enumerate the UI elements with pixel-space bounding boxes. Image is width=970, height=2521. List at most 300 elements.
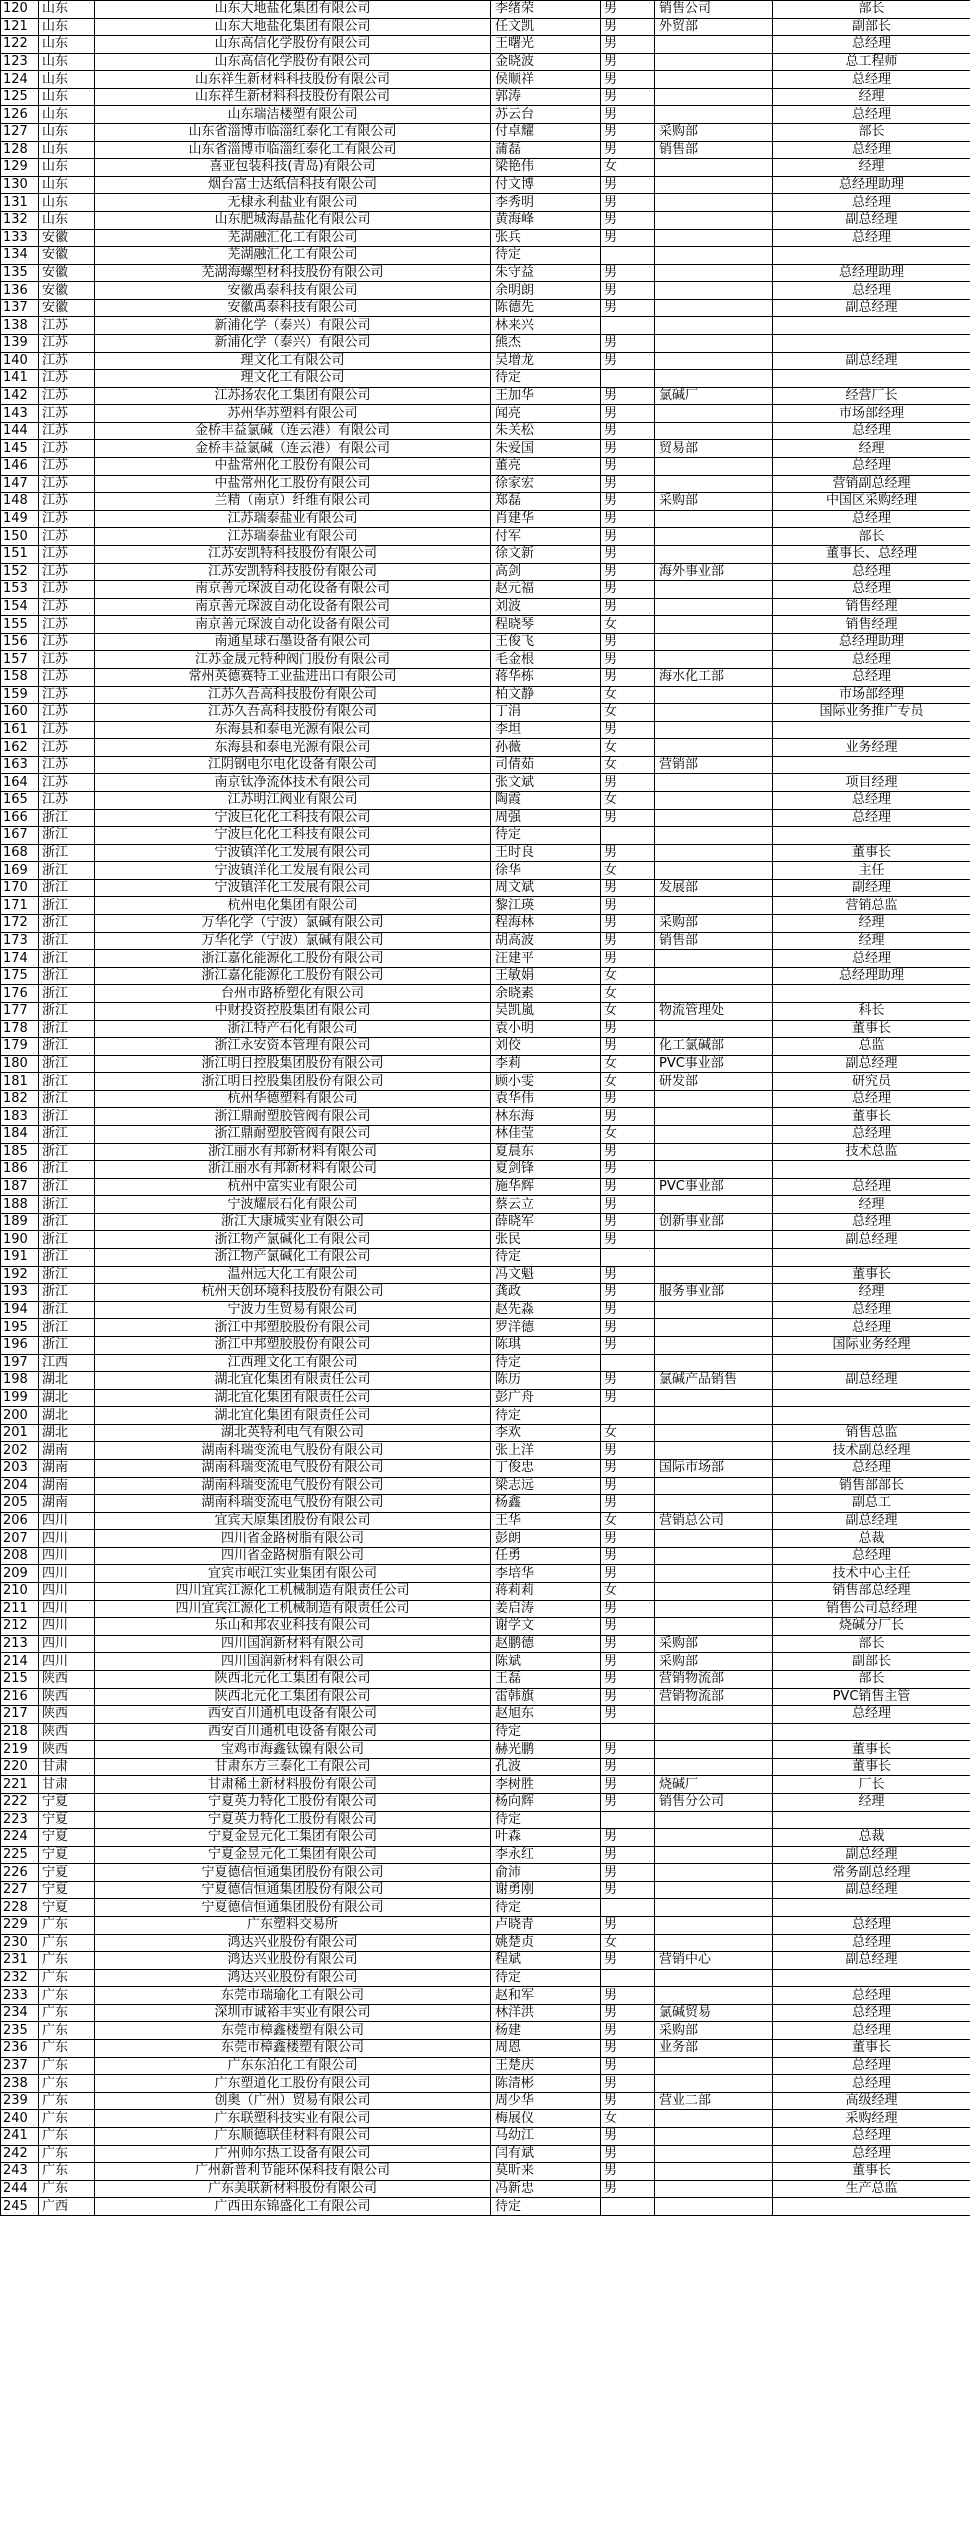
gender-cell: 女 [601, 862, 655, 880]
job-title-cell [773, 1723, 970, 1741]
company-cell: 西安百川通机电设备有限公司 [95, 1706, 491, 1724]
gender-cell: 女 [601, 756, 655, 774]
job-title-cell: 副总经理 [773, 352, 970, 370]
department-cell [655, 686, 773, 704]
gender-cell: 男 [601, 1266, 655, 1284]
company-cell: 宁波镇洋化工发展有限公司 [95, 844, 491, 862]
name-cell: 蒋华栋 [491, 668, 601, 686]
job-title-cell: 董事长 [773, 1266, 970, 1284]
table-row [1, 1829, 970, 1847]
company-cell: 常州英德赛特工业盐进出口有限公司 [95, 668, 491, 686]
row-number-cell: 198 [1, 1372, 39, 1390]
company-cell: 广东塑料交易所 [95, 1917, 491, 1935]
row-number-cell: 146 [1, 458, 39, 476]
name-cell: 司倩茹 [491, 756, 601, 774]
department-cell [655, 176, 773, 194]
job-title-cell: 总裁 [773, 1829, 970, 1847]
job-title-cell: 总经理 [773, 1126, 970, 1144]
department-cell [655, 1881, 773, 1899]
row-number-cell: 182 [1, 1090, 39, 1108]
company-cell: 江苏瑞泰盐业有限公司 [95, 510, 491, 528]
province-cell: 四川 [39, 1653, 95, 1671]
job-title-cell: 总经理 [773, 422, 970, 440]
name-cell: 陈历 [491, 1372, 601, 1390]
name-cell: 夏剑锋 [491, 1161, 601, 1179]
gender-cell: 男 [601, 1688, 655, 1706]
name-cell: 姚楚贞 [491, 1934, 601, 1952]
gender-cell: 男 [601, 2092, 655, 2110]
table-row [1, 1231, 970, 1249]
gender-cell: 男 [601, 1196, 655, 1214]
department-cell [655, 862, 773, 880]
name-cell: 徐家宏 [491, 475, 601, 493]
company-cell: 无棣永利盐业有限公司 [95, 194, 491, 212]
department-cell [655, 1969, 773, 1987]
table-row [1, 1512, 970, 1530]
department-cell [655, 581, 773, 599]
company-cell: 理文化工有限公司 [95, 370, 491, 388]
gender-cell: 男 [601, 88, 655, 106]
row-number-cell: 129 [1, 159, 39, 177]
table-row [1, 827, 970, 845]
department-cell [655, 809, 773, 827]
province-cell: 江苏 [39, 739, 95, 757]
province-cell: 山东 [39, 176, 95, 194]
table-row [1, 211, 970, 229]
gender-cell [601, 827, 655, 845]
name-cell: 周强 [491, 809, 601, 827]
gender-cell [601, 247, 655, 265]
province-cell: 宁夏 [39, 1793, 95, 1811]
table-row [1, 739, 970, 757]
gender-cell [601, 1969, 655, 1987]
name-cell: 付卓耀 [491, 124, 601, 142]
job-title-cell: 经理 [773, 915, 970, 933]
name-cell: 待定 [491, 1811, 601, 1829]
table-row [1, 1073, 970, 1091]
table-row [1, 2004, 970, 2022]
company-cell: 万华化学（宁波）氯碱有限公司 [95, 915, 491, 933]
table-row [1, 247, 970, 265]
name-cell: 施华辉 [491, 1178, 601, 1196]
company-cell: 广东联塑科技实业有限公司 [95, 2110, 491, 2128]
row-number-cell: 137 [1, 299, 39, 317]
province-cell: 广东 [39, 2180, 95, 2198]
province-cell: 宁夏 [39, 1881, 95, 1899]
job-title-cell: 总经理 [773, 1459, 970, 1477]
table-row [1, 264, 970, 282]
table-row [1, 1934, 970, 1952]
row-number-cell: 151 [1, 545, 39, 563]
name-cell: 赵和军 [491, 1987, 601, 2005]
job-title-cell: 副总经理 [773, 1231, 970, 1249]
table-row [1, 1301, 970, 1319]
department-cell [655, 598, 773, 616]
name-cell: 陈琪 [491, 1336, 601, 1354]
job-title-cell: 厂长 [773, 1776, 970, 1794]
gender-cell: 男 [601, 1143, 655, 1161]
company-cell: 理文化工有限公司 [95, 352, 491, 370]
department-cell [655, 1319, 773, 1337]
department-cell [655, 651, 773, 669]
name-cell: 待定 [491, 370, 601, 388]
table-row [1, 422, 970, 440]
province-cell: 江苏 [39, 405, 95, 423]
department-cell [655, 2075, 773, 2093]
province-cell: 湖南 [39, 1495, 95, 1513]
name-cell: 待定 [491, 1899, 601, 1917]
province-cell: 甘肃 [39, 1758, 95, 1776]
row-number-cell: 161 [1, 721, 39, 739]
gender-cell [601, 1723, 655, 1741]
province-cell: 江苏 [39, 563, 95, 581]
province-cell: 广东 [39, 2127, 95, 2145]
company-cell: 东莞市樟鑫楼塑有限公司 [95, 2022, 491, 2040]
table-row [1, 2127, 970, 2145]
job-title-cell: 总经理 [773, 581, 970, 599]
company-cell: 鸿达兴业股份有限公司 [95, 1952, 491, 1970]
department-cell: 销售部 [655, 141, 773, 159]
row-number-cell: 165 [1, 792, 39, 810]
province-cell: 四川 [39, 1547, 95, 1565]
company-cell: 江苏扬农化工集团有限公司 [95, 387, 491, 405]
row-number-cell: 170 [1, 879, 39, 897]
gender-cell: 男 [601, 334, 655, 352]
table-row [1, 53, 970, 71]
department-cell [655, 1864, 773, 1882]
table-row [1, 1899, 970, 1917]
company-cell: 湖南科瑞变流电气股份有限公司 [95, 1442, 491, 1460]
name-cell: 侯顺祥 [491, 71, 601, 89]
name-cell: 袁华伟 [491, 1090, 601, 1108]
table-row [1, 36, 970, 54]
department-cell [655, 1495, 773, 1513]
province-cell: 宁夏 [39, 1864, 95, 1882]
job-title-cell: 总裁 [773, 1530, 970, 1548]
job-title-cell: 总经理 [773, 1319, 970, 1337]
job-title-cell: 部长 [773, 1, 970, 19]
row-number-cell: 192 [1, 1266, 39, 1284]
department-cell [655, 1336, 773, 1354]
department-cell: PVC事业部 [655, 1178, 773, 1196]
name-cell: 任文凯 [491, 18, 601, 36]
gender-cell: 女 [601, 2110, 655, 2128]
name-cell: 张上洋 [491, 1442, 601, 1460]
gender-cell: 女 [601, 1934, 655, 1952]
province-cell: 江苏 [39, 704, 95, 722]
department-cell: PVC事业部 [655, 1055, 773, 1073]
gender-cell: 男 [601, 1565, 655, 1583]
table-row [1, 493, 970, 511]
province-cell: 宁夏 [39, 1846, 95, 1864]
table-row [1, 2180, 970, 2198]
table-row [1, 1811, 970, 1829]
department-cell [655, 1020, 773, 1038]
company-cell: 湖南科瑞变流电气股份有限公司 [95, 1459, 491, 1477]
gender-cell: 男 [601, 1231, 655, 1249]
company-cell: 金桥丰益氯碱（连云港）有限公司 [95, 440, 491, 458]
name-cell: 柏文静 [491, 686, 601, 704]
row-number-cell: 168 [1, 844, 39, 862]
gender-cell: 男 [601, 1108, 655, 1126]
name-cell: 莫昕来 [491, 2163, 601, 2181]
job-title-cell: 副总经理 [773, 211, 970, 229]
province-cell: 浙江 [39, 1301, 95, 1319]
job-title-cell: 副总经理 [773, 1512, 970, 1530]
department-cell [655, 422, 773, 440]
department-cell [655, 1477, 773, 1495]
name-cell: 蔡云立 [491, 1196, 601, 1214]
name-cell: 待定 [491, 1723, 601, 1741]
table-row [1, 1987, 970, 2005]
row-number-cell: 208 [1, 1547, 39, 1565]
department-cell: 业务部 [655, 2040, 773, 2058]
table-row [1, 299, 970, 317]
company-cell: 宁夏金昱元化工集团有限公司 [95, 1846, 491, 1864]
row-number-cell: 237 [1, 2057, 39, 2075]
department-cell: 营销部 [655, 756, 773, 774]
company-cell: 宜宾市岷江实业集团有限公司 [95, 1565, 491, 1583]
row-number-cell: 139 [1, 334, 39, 352]
company-cell: 山东高信化学股份有限公司 [95, 36, 491, 54]
department-cell [655, 1846, 773, 1864]
department-cell [655, 317, 773, 335]
province-cell: 湖北 [39, 1424, 95, 1442]
job-title-cell: 总经理 [773, 2075, 970, 2093]
job-title-cell: 部长 [773, 1635, 970, 1653]
gender-cell: 男 [601, 2127, 655, 2145]
gender-cell: 男 [601, 651, 655, 669]
province-cell: 广东 [39, 2075, 95, 2093]
job-title-cell: 总经理 [773, 36, 970, 54]
gender-cell: 男 [601, 897, 655, 915]
job-title-cell: 副总经理 [773, 1881, 970, 1899]
name-cell: 余晓素 [491, 985, 601, 1003]
row-number-cell: 122 [1, 36, 39, 54]
job-title-cell: 研究员 [773, 1073, 970, 1091]
company-cell: 金桥丰益氯碱（连云港）有限公司 [95, 422, 491, 440]
department-cell [655, 1389, 773, 1407]
job-title-cell: 总经理 [773, 510, 970, 528]
company-cell: 广东塑道化工股份有限公司 [95, 2075, 491, 2093]
row-number-cell: 166 [1, 809, 39, 827]
province-cell: 广东 [39, 2004, 95, 2022]
company-cell: 浙江鼎耐塑胶管阀有限公司 [95, 1108, 491, 1126]
name-cell: 王敏娟 [491, 967, 601, 985]
province-cell: 江苏 [39, 387, 95, 405]
gender-cell: 女 [601, 1126, 655, 1144]
company-cell: 新浦化学（泰兴）有限公司 [95, 334, 491, 352]
job-title-cell [773, 1249, 970, 1267]
job-title-cell: 国际业务推广专员 [773, 704, 970, 722]
gender-cell: 男 [601, 1952, 655, 1970]
gender-cell: 男 [601, 1987, 655, 2005]
row-number-cell: 196 [1, 1336, 39, 1354]
name-cell: 林东海 [491, 1108, 601, 1126]
gender-cell: 男 [601, 1829, 655, 1847]
province-cell: 山东 [39, 141, 95, 159]
row-number-cell: 223 [1, 1811, 39, 1829]
table-row [1, 2057, 970, 2075]
row-number-cell: 235 [1, 2022, 39, 2040]
job-title-cell: 副总工 [773, 1495, 970, 1513]
job-title-cell: 技术中心主任 [773, 1565, 970, 1583]
gender-cell: 男 [601, 1530, 655, 1548]
table-row [1, 774, 970, 792]
gender-cell: 男 [601, 2004, 655, 2022]
gender-cell: 男 [601, 1459, 655, 1477]
company-cell: 江苏瑞泰盐业有限公司 [95, 528, 491, 546]
province-cell: 广东 [39, 1952, 95, 1970]
job-title-cell [773, 1354, 970, 1372]
company-cell: 芜湖融汇化工有限公司 [95, 247, 491, 265]
name-cell: 黄海峰 [491, 211, 601, 229]
job-title-cell: 经理 [773, 932, 970, 950]
company-cell: 山东高信化学股份有限公司 [95, 53, 491, 71]
name-cell: 王华 [491, 1512, 601, 1530]
company-cell: 浙江嘉化能源化工股份有限公司 [95, 950, 491, 968]
department-cell [655, 739, 773, 757]
job-title-cell: 董事长 [773, 2163, 970, 2181]
row-number-cell: 150 [1, 528, 39, 546]
province-cell: 四川 [39, 1618, 95, 1636]
gender-cell: 男 [601, 422, 655, 440]
gender-cell: 男 [601, 282, 655, 300]
row-number-cell: 131 [1, 194, 39, 212]
company-cell: 宁夏德信恒通集团股份有限公司 [95, 1899, 491, 1917]
province-cell: 江苏 [39, 528, 95, 546]
table-row [1, 1178, 970, 1196]
gender-cell: 男 [601, 1776, 655, 1794]
row-number-cell: 190 [1, 1231, 39, 1249]
name-cell: 李永红 [491, 1846, 601, 1864]
company-cell: 芜湖海螺型材科技股份有限公司 [95, 264, 491, 282]
company-cell: 东莞市樟鑫楼塑有限公司 [95, 2040, 491, 2058]
name-cell: 龚政 [491, 1284, 601, 1302]
job-title-cell: 总经理 [773, 1090, 970, 1108]
job-title-cell: 经营厂长 [773, 387, 970, 405]
gender-cell [601, 2198, 655, 2216]
table-row [1, 1354, 970, 1372]
province-cell: 浙江 [39, 1055, 95, 1073]
row-number-cell: 149 [1, 510, 39, 528]
province-cell: 江苏 [39, 616, 95, 634]
gender-cell: 男 [601, 106, 655, 124]
table-row [1, 2145, 970, 2163]
gender-cell: 女 [601, 616, 655, 634]
gender-cell: 男 [601, 1477, 655, 1495]
row-number-cell: 144 [1, 422, 39, 440]
name-cell: 林佳莹 [491, 1126, 601, 1144]
province-cell: 浙江 [39, 1196, 95, 1214]
job-title-cell: 总经理 [773, 2057, 970, 2075]
row-number-cell: 222 [1, 1793, 39, 1811]
row-number-cell: 191 [1, 1249, 39, 1267]
company-cell: 东莞市瑞瑜化工有限公司 [95, 1987, 491, 2005]
name-cell: 胡高波 [491, 932, 601, 950]
table-row [1, 458, 970, 476]
province-cell: 浙江 [39, 1336, 95, 1354]
department-cell [655, 71, 773, 89]
company-cell: 宁波镇洋化工发展有限公司 [95, 879, 491, 897]
gender-cell: 男 [601, 264, 655, 282]
row-number-cell: 184 [1, 1126, 39, 1144]
table-row [1, 1126, 970, 1144]
table-row [1, 915, 970, 933]
job-title-cell: 副部长 [773, 1653, 970, 1671]
name-cell: 赵旭东 [491, 1706, 601, 1724]
gender-cell: 男 [601, 633, 655, 651]
province-cell: 江苏 [39, 598, 95, 616]
row-number-cell: 239 [1, 2092, 39, 2110]
table-row [1, 1336, 970, 1354]
table-row [1, 334, 970, 352]
department-cell [655, 633, 773, 651]
province-cell: 广东 [39, 2163, 95, 2181]
gender-cell [601, 1811, 655, 1829]
name-cell: 王磊 [491, 1670, 601, 1688]
gender-cell: 女 [601, 704, 655, 722]
job-title-cell [773, 985, 970, 1003]
row-number-cell: 209 [1, 1565, 39, 1583]
gender-cell: 男 [601, 1547, 655, 1565]
job-title-cell: PVC销售主管 [773, 1688, 970, 1706]
contact-table-body [1, 1, 970, 2216]
province-cell: 四川 [39, 1530, 95, 1548]
gender-cell: 男 [601, 510, 655, 528]
gender-cell: 男 [601, 1090, 655, 1108]
province-cell: 广东 [39, 2092, 95, 2110]
job-title-cell [773, 721, 970, 739]
job-title-cell [773, 827, 970, 845]
company-cell: 湖南科瑞变流电气股份有限公司 [95, 1495, 491, 1513]
gender-cell: 男 [601, 1161, 655, 1179]
table-row [1, 581, 970, 599]
province-cell: 湖北 [39, 1389, 95, 1407]
job-title-cell: 总经理 [773, 106, 970, 124]
province-cell: 广东 [39, 2145, 95, 2163]
province-cell: 浙江 [39, 1161, 95, 1179]
department-cell [655, 1143, 773, 1161]
province-cell: 浙江 [39, 1231, 95, 1249]
job-title-cell: 经理 [773, 1793, 970, 1811]
name-cell: 闻亮 [491, 405, 601, 423]
gender-cell: 女 [601, 739, 655, 757]
name-cell: 孔波 [491, 1758, 601, 1776]
job-title-cell: 营销总监 [773, 897, 970, 915]
row-number-cell: 123 [1, 53, 39, 71]
table-row [1, 756, 970, 774]
department-cell [655, 1354, 773, 1372]
department-cell [655, 36, 773, 54]
gender-cell: 男 [601, 229, 655, 247]
gender-cell [601, 1249, 655, 1267]
name-cell: 陈清彬 [491, 2075, 601, 2093]
province-cell: 广东 [39, 1969, 95, 1987]
name-cell: 吴增龙 [491, 352, 601, 370]
company-cell: 浙江明日控股集团股份有限公司 [95, 1073, 491, 1091]
province-cell: 浙江 [39, 932, 95, 950]
job-title-cell: 副总经理 [773, 299, 970, 317]
province-cell: 浙江 [39, 1143, 95, 1161]
name-cell: 李坦 [491, 721, 601, 739]
gender-cell: 男 [601, 2022, 655, 2040]
table-row [1, 194, 970, 212]
province-cell: 浙江 [39, 1319, 95, 1337]
table-row [1, 1793, 970, 1811]
row-number-cell: 212 [1, 1618, 39, 1636]
table-row [1, 1372, 970, 1390]
